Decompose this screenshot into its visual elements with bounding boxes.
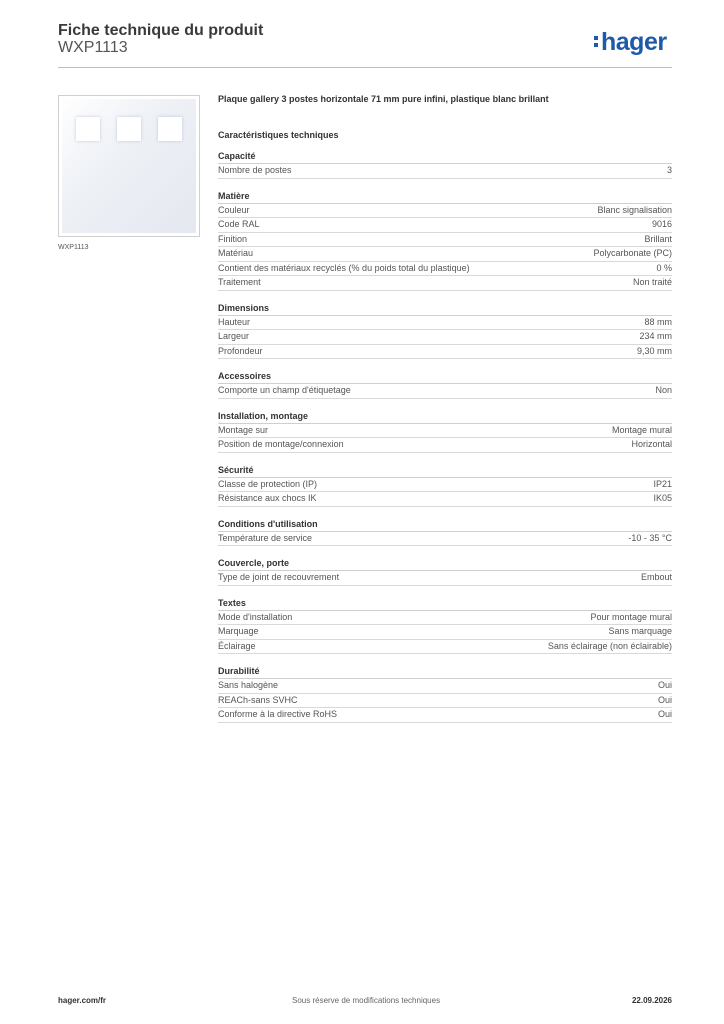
spec-value: 9,30 mm — [636, 345, 672, 356]
spec-label: Profondeur — [218, 345, 263, 356]
spec-value: IK05 — [653, 493, 672, 503]
spec-group-title: Dimensions — [218, 302, 672, 316]
image-caption: WXP1113 — [58, 244, 89, 251]
spec-group-title: Matière — [218, 190, 672, 204]
spec-value: Oui — [657, 709, 672, 719]
spec-group-title: Accessoires — [218, 370, 672, 384]
product-image — [58, 95, 200, 237]
spec-group — [218, 150, 672, 179]
spec-row — [218, 571, 672, 586]
spec-row — [218, 694, 672, 709]
spec-label: Classe de protection (IP) — [218, 478, 318, 489]
spec-content — [218, 92, 672, 734]
spec-group-title: Durabilité — [218, 665, 672, 679]
spec-row — [218, 218, 672, 233]
plate-window — [158, 117, 182, 141]
spec-row — [218, 679, 672, 694]
spec-group-title: Sécurité — [218, 464, 672, 478]
spec-row — [218, 262, 672, 277]
spec-value: Blanc signalisation — [597, 204, 672, 215]
spec-value: Pour montage mural — [590, 611, 672, 622]
spec-group-title: Couvercle, porte — [218, 557, 672, 571]
spec-group — [218, 665, 672, 723]
spec-group — [218, 302, 672, 360]
spec-group — [218, 557, 672, 586]
spec-group — [218, 464, 672, 507]
spec-label: Matériau — [218, 248, 254, 258]
spec-row — [218, 424, 672, 439]
spec-groups — [218, 150, 672, 723]
spec-group-title: Installation, montage — [218, 410, 672, 424]
spec-row — [218, 316, 672, 331]
spec-value: Non — [655, 385, 672, 395]
spec-value: 0 % — [656, 262, 672, 273]
hager-logo — [594, 28, 667, 56]
spec-group — [218, 518, 672, 547]
spec-value: Montage mural — [611, 424, 672, 435]
spec-label: Position de montage/connexion — [218, 439, 344, 449]
product-title: Plaque gallery 3 postes horizontale 71 mm pure infini, plastique blanc brillant — [218, 94, 549, 104]
spec-row — [218, 164, 672, 179]
spec-value: Oui — [657, 680, 672, 690]
spec-row — [218, 204, 672, 219]
spec-row — [218, 708, 672, 723]
spec-value: Oui — [657, 694, 672, 705]
specs-heading: Caractéristiques techniques — [218, 130, 339, 140]
spec-value: Embout — [640, 572, 672, 582]
spec-label: Hauteur — [218, 316, 251, 327]
spec-row — [218, 640, 672, 655]
spec-value: -10 - 35 °C — [628, 532, 672, 543]
spec-label: Nombre de postes — [218, 165, 292, 175]
spec-label: Conforme à la directive RoHS — [218, 709, 338, 719]
spec-label: Éclairage — [218, 640, 256, 651]
spec-row — [218, 611, 672, 626]
spec-row — [218, 438, 672, 453]
spec-label: Montage sur — [218, 424, 269, 435]
spec-label: Couleur — [218, 204, 250, 215]
spec-row — [218, 384, 672, 399]
spec-label: Traitement — [218, 277, 261, 287]
spec-row — [218, 330, 672, 345]
spec-value: Sans marquage — [608, 626, 672, 636]
spec-group-title: Conditions d'utilisation — [218, 518, 672, 532]
spec-label: Sans halogène — [218, 680, 279, 690]
spec-label: Contient des matériaux recyclés (% du poids total du plastique) — [218, 262, 470, 273]
spec-group — [218, 370, 672, 399]
product-reference: WXP1113 — [58, 39, 128, 56]
switch-plate-image — [62, 99, 196, 233]
spec-value: 9016 — [651, 219, 672, 229]
spec-label: Type de joint de recouvrement — [218, 572, 340, 582]
spec-row — [218, 492, 672, 507]
spec-row — [218, 625, 672, 640]
spec-label: Température de service — [218, 532, 313, 543]
spec-row — [218, 233, 672, 248]
plate-window — [117, 117, 141, 141]
footer-date: 22.09.2026 — [631, 996, 672, 1005]
spec-group-title: Textes — [218, 597, 672, 611]
logo-dots-icon — [594, 36, 599, 50]
spec-label: Comporte un champ d'étiquetage — [218, 385, 351, 395]
plate-window — [76, 117, 100, 141]
spec-label: Largeur — [218, 331, 250, 341]
spec-row — [218, 532, 672, 547]
spec-row — [218, 345, 672, 360]
spec-label: Finition — [218, 233, 248, 244]
spec-value: Non traité — [632, 277, 672, 287]
spec-label: Code RAL — [218, 219, 260, 229]
spec-label: Marquage — [218, 626, 259, 636]
footer-disclaimer: Sous réserve de modifications techniques — [292, 996, 441, 1005]
spec-value: 88 mm — [644, 316, 672, 327]
spec-value: Polycarbonate (PC) — [593, 248, 672, 258]
spec-value: Brillant — [644, 233, 672, 244]
spec-value: 234 mm — [639, 331, 672, 341]
spec-row — [218, 276, 672, 291]
spec-value: IP21 — [653, 478, 672, 489]
logo-text: hager — [601, 28, 667, 56]
spec-value: 3 — [666, 165, 672, 175]
spec-label: REACh-sans SVHC — [218, 694, 298, 705]
spec-row — [218, 478, 672, 493]
spec-label: Mode d'installation — [218, 611, 293, 622]
spec-group-title: Capacité — [218, 150, 672, 164]
spec-group — [218, 190, 672, 291]
spec-value: Sans éclairage (non éclairable) — [547, 640, 672, 651]
spec-group — [218, 597, 672, 655]
page-title: Fiche technique du produit — [58, 22, 264, 39]
footer-site-link[interactable]: hager.com/fr — [58, 996, 107, 1005]
spec-value: Horizontal — [631, 439, 672, 449]
spec-row — [218, 247, 672, 262]
spec-label: Résistance aux chocs IK — [218, 493, 317, 503]
spec-group — [218, 410, 672, 453]
header-divider — [58, 67, 672, 68]
